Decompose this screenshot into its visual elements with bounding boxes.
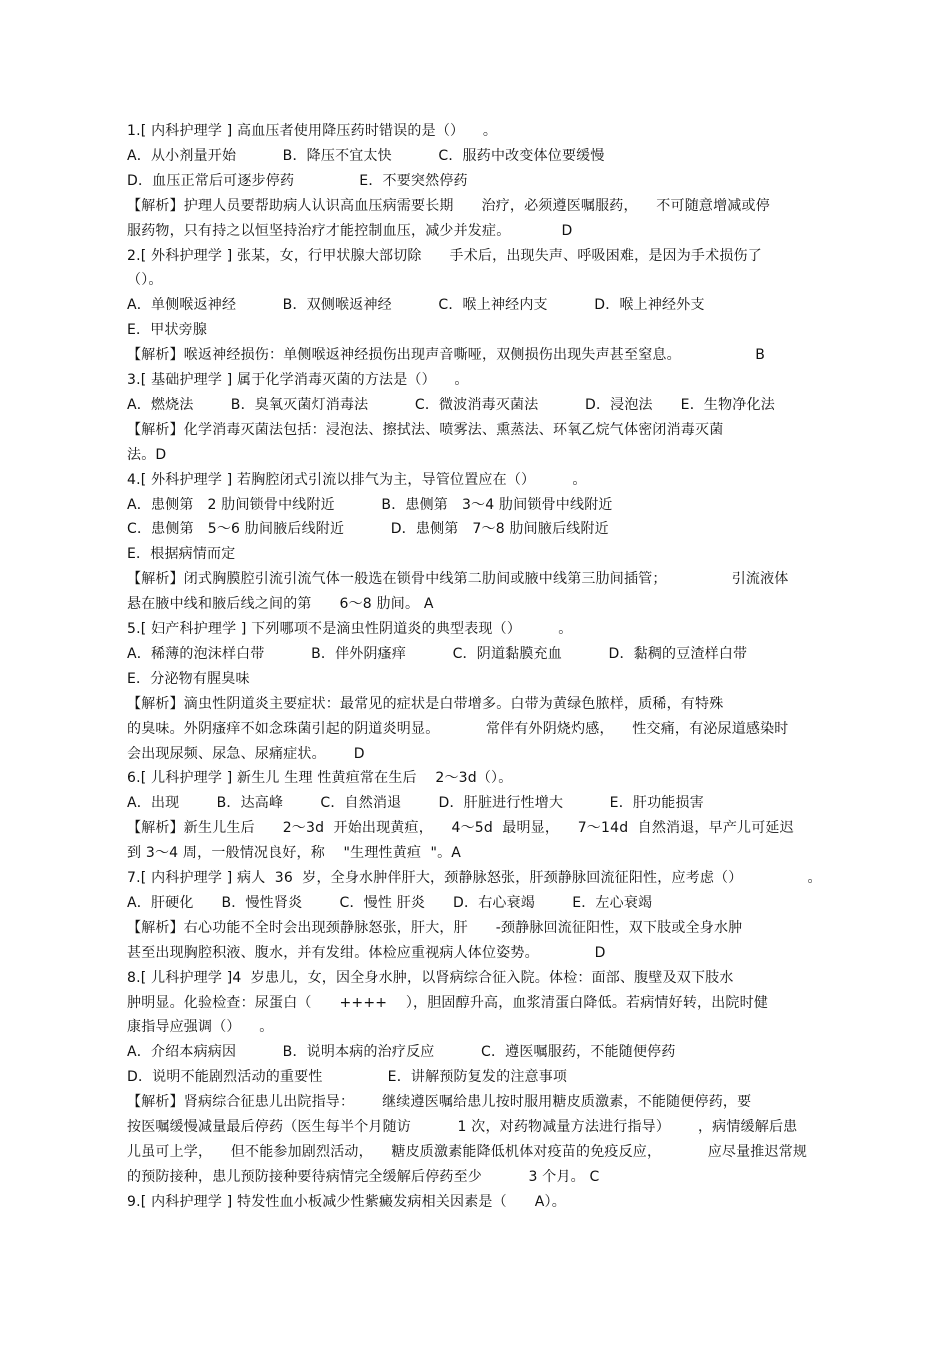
option-line: A．患侧第 2 肋间锁骨中线附近 B．患侧第 3～4 肋间锁骨中线附近 xyxy=(127,496,613,513)
option-line: A．从小剂量开始 B．降压不宜太快 C．服药中改变体位要缓慢 xyxy=(127,147,605,164)
question-stem: 康指导应强调（） 。 xyxy=(127,1019,274,1036)
question-stem: 9.[ 内科护理学 ] 特发性血小板减少性紫癜发病相关因素是（ A）。 xyxy=(127,1193,566,1210)
question-stem: 6.[ 儿科护理学 ] 新生儿 生理 性黄疸常在生后 2～3d（）。 xyxy=(127,770,513,787)
option-line: A．稀薄的泡沫样白带 B．伴外阴瘙痒 C．阴道黏膜充血 D．黏稠的豆渣样白带 xyxy=(127,645,748,662)
option-line: D．说明不能剧烈活动的重要性 E．讲解预防复发的注意事项 xyxy=(127,1069,568,1086)
option-line: A．单侧喉返神经 B．双侧喉返神经 C．喉上神经内支 D．喉上神经外支 xyxy=(127,297,705,314)
analysis-line: 【解析】护理人员要帮助病人认识高血压病需要长期 治疗，必须遵医嘱服药， 不可随意增减或停 xyxy=(127,197,770,214)
option-line: E．根据病情而定 xyxy=(127,546,236,563)
analysis-line: 的预防接种，患儿预防接种要待病情完全缓解后停药至少 3 个月。 C xyxy=(127,1168,600,1185)
question-stem: 5.[ 妇产科护理学 ] 下列哪项不是滴虫性阴道炎的典型表现（） 。 xyxy=(127,621,573,637)
option-line: A．出现 B．达高峰 C．自然消退 D．肝脏进行性增大 E．肝功能损害 xyxy=(127,795,704,812)
question-stem: 1.[ 内科护理学 ] 高血压者使用降压药时错误的是（） 。 xyxy=(127,123,498,139)
analysis-line: 按医嘱缓慢减量最后停药（医生每半个月随访 1 次，对药物减量方法进行指导） ，病情缓解后患 xyxy=(127,1119,798,1135)
option-line: E．甲状旁腺 xyxy=(127,322,208,339)
option-line: E．分泌物有腥臭味 xyxy=(127,670,250,687)
analysis-line: 甚至出现胸腔积液、腹水，并有发绀。体检应重视病人体位姿势。 D xyxy=(127,944,606,961)
analysis-line: 【解析】喉返神经损伤：单侧喉返神经损伤出现声音嘶哑，双侧损伤出现失声甚至窒息。 B xyxy=(127,347,766,364)
analysis-line: 【解析】肾病综合征患儿出院指导： 继续遵医嘱给患儿按时服用糖皮质激素，不能随便停药，要 xyxy=(127,1094,752,1111)
question-stem: 7.[ 内科护理学 ] 病人 36 岁，全身水肿伴肝大，颈静脉怒张，肝颈静脉回流征阳性，应考虑（） 。 xyxy=(127,870,822,886)
question-stem: 肿明显。化验检查：尿蛋白（ ++++ ），胆固醇升高，血浆清蛋白降低。若病情好转，出院时健 xyxy=(127,994,769,1011)
analysis-line: 【解析】化学消毒灭菌法包括：浸泡法、擦拭法、喷雾法、熏蒸法、环氧乙烷气体密闭消毒灭菌 xyxy=(127,421,724,438)
analysis-line: 悬在腋中线和腋后线之间的第 6～8 肋间。 A xyxy=(127,596,434,613)
analysis-line: 【解析】新生儿生后 2～3d 开始出现黄疸， 4～5d 最明显， 7～14d 自然消退，早产儿可延迟 xyxy=(127,820,794,837)
analysis-line: 【解析】滴虫性阴道炎主要症状：最常见的症状是白带增多。白带为黄绿色脓样，质稀，有特殊 xyxy=(127,695,724,712)
analysis-line: 法。D xyxy=(127,446,167,463)
analysis-line: 的臭味。外阴瘙痒不如念珠菌引起的阴道炎明显。 常伴有外阴烧灼感， 性交痛，有泌尿道感染时 xyxy=(127,720,789,737)
question-stem: 8.[ 儿科护理学 ]4 岁患儿，女，因全身水肿，以肾病综合征入院。体检：面部、腹壁及双下肢水 xyxy=(127,969,734,986)
option-line: A．肝硬化 B．慢性肾炎 C．慢性 肝炎 D．右心衰竭 E．左心衰竭 xyxy=(127,894,653,911)
option-line: A．介绍本病病因 B．说明本病的治疗反应 C．遵医嘱服药，不能随便停药 xyxy=(127,1044,676,1061)
analysis-line: 到 3～4 周，一般情况良好，称 "生理性黄疸 "。A xyxy=(127,845,462,862)
question-stem: 3.[ 基础护理学 ] 属于化学消毒灭菌的方法是（） 。 xyxy=(127,372,469,388)
option-line: A．燃烧法 B．臭氧灭菌灯消毒法 C．微波消毒灭菌法 D．浸泡法 E．生物净化法 xyxy=(127,396,775,413)
analysis-line: 【解析】右心功能不全时会出现颈静脉怒张，肝大，肝 -颈静脉回流征阳性，双下肢或全身水肿 xyxy=(127,919,743,936)
option-line: D．血压正常后可逐步停药 E．不要突然停药 xyxy=(127,172,468,189)
analysis-line: 会出现尿频、尿急、尿痛症状。 D xyxy=(127,745,365,762)
analysis-line: 【解析】闭式胸膜腔引流引流气体一般选在锁骨中线第二肋间或腋中线第三肋间插管； 引流液体 xyxy=(127,571,789,588)
question-stem: 2.[ 外科护理学 ] 张某，女，行甲状腺大部切除 手术后，出现失声、呼吸困难，是因为手术损伤了 xyxy=(127,247,762,264)
question-stem: 4.[ 外科护理学 ] 若胸腔闭式引流以排气为主，导管位置应在（） 。 xyxy=(127,471,587,488)
option-line: C．患侧第 5～6 肋间腋后线附近 D．患侧第 7～8 肋间腋后线附近 xyxy=(127,521,609,538)
analysis-line: 儿虽可上学， 但不能参加剧烈活动， 糖皮质激素能降低机体对疫苗的免疫反应， 应尽量推迟常规 xyxy=(127,1143,808,1160)
analysis-line: 服药物，只有持之以恒坚持治疗才能控制血压，减少并发症。 D xyxy=(127,222,573,239)
question-stem: （）。 xyxy=(127,272,163,289)
